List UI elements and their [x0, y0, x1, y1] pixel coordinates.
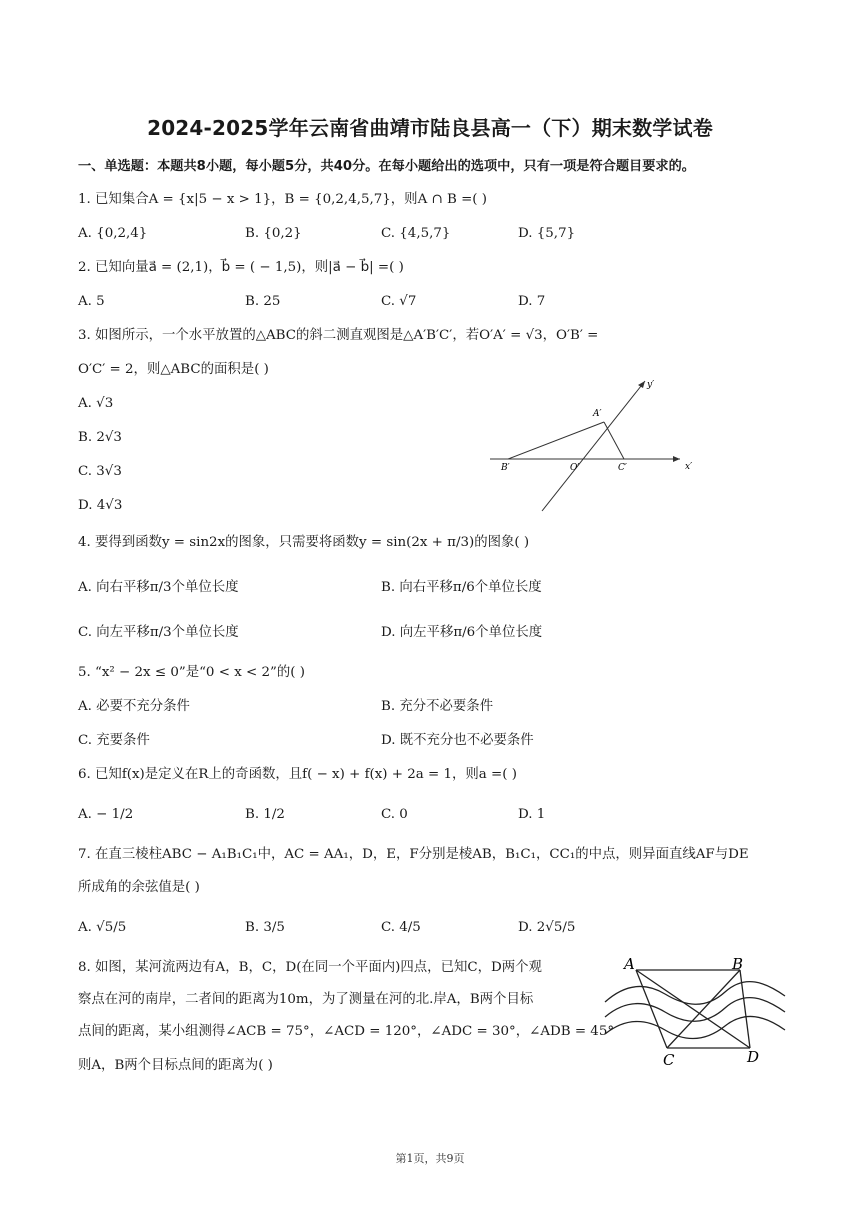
question-2-option-b: B. 25 [245, 294, 281, 309]
segment-a-c [604, 422, 624, 459]
page-title: 2024-2025学年云南省曲靖市陆良县高一（下）期末数学试卷 [147, 116, 713, 140]
question-4-option-c: C. 向左平移π/3个单位长度 [78, 625, 239, 640]
question-6-stem: 6. 已知f(x)是定义在R上的奇函数，且f( − x) + f(x) + 2a = 1，则a =( ) [78, 767, 517, 782]
question-6-option-c: C. 0 [381, 807, 408, 822]
page-footer: 第1页，共9页 [395, 1152, 465, 1165]
label-b-prime: B′ [501, 463, 510, 473]
question-1-option-a: A. {0,2,4} [78, 226, 148, 241]
question-4-option-a: A. 向右平移π/3个单位长度 [78, 580, 239, 595]
label-a-prime: A′ [593, 409, 602, 419]
label-y-prime: y′ [647, 380, 655, 390]
question-8-line1: 8. 如图，某河流两边有A，B，C，D(在同一个平面内)四点，已知C，D两个观 [78, 960, 542, 975]
question-7-stem-line1: 7. 在直三棱柱ABC − A₁B₁C₁中，AC = AA₁，D，E，F分别是棱AB，B₁C₁，CC₁的中点，则异面直线AF与DE [78, 847, 749, 862]
x-axis-arrow [673, 456, 680, 462]
question-6-option-b: B. 1/2 [245, 807, 285, 822]
question-4-option-b: B. 向右平移π/6个单位长度 [381, 580, 542, 595]
river-wave-1 [605, 982, 785, 1005]
question-1-option-b: B. {0,2} [245, 226, 302, 241]
question-7-option-b: B. 3/5 [245, 920, 285, 935]
label-x-prime: x′ [685, 462, 693, 472]
label-a: A [624, 955, 635, 973]
question-3-stem-line2: O′C′ = 2，则△ABC的面积是( ) [78, 362, 269, 377]
question-3-stem-line1: 3. 如图所示，一个水平放置的△ABC的斜二测直观图是△A′B′C′，若O′A′ = √3，O′B′ = [78, 328, 599, 343]
river-wave-3 [605, 1016, 785, 1038]
label-d: D [747, 1048, 760, 1066]
question-8-line4: 则A，B两个目标点间的距离为( ) [78, 1058, 273, 1073]
question-7-option-d: D. 2√5/5 [518, 920, 576, 935]
question-4-stem: 4. 要得到函数y = sin2x的图象，只需要将函数y = sin(2x + π/3)的图象( ) [78, 535, 530, 550]
label-c-prime: C′ [618, 463, 627, 473]
question-7-stem-line2: 所成角的余弦值是( ) [78, 880, 200, 895]
label-c: C [663, 1051, 675, 1069]
question-2-option-d: D. 7 [518, 294, 546, 309]
label-b: B [732, 955, 744, 973]
question-5-option-a: A. 必要不充分条件 [78, 699, 190, 714]
question-8-line3: 点间的距离，某小组测得∠ACB = 75°，∠ACD = 120°，∠ADC = 30°，∠ADB = 45° [78, 1024, 615, 1039]
question-3-option-c: C. 3√3 [78, 464, 122, 479]
question-8-line2: 察点在河的南岸，二者间的距离为10m，为了测量在河的北.岸A，B两个目标 [78, 992, 534, 1007]
question-5-option-c: C. 充要条件 [78, 733, 150, 748]
river-figure [600, 952, 790, 1068]
question-7-option-a: A. √5/5 [78, 920, 127, 935]
question-5-stem: 5. “x² − 2x ≤ 0”是“0 < x < 2”的( ) [78, 665, 305, 680]
question-7-option-c: C. 4/5 [381, 920, 421, 935]
section-heading: 一、单选题：本题共8小题，每小题5分，共40分。在每小题给出的选项中，只有一项是符合题目要求的。 [78, 159, 695, 174]
segment-a-d [636, 970, 750, 1048]
label-o-prime: O′ [570, 463, 580, 473]
question-1-option-c: C. {4,5,7} [381, 226, 451, 241]
y-axis-line [542, 381, 645, 511]
y-axis-arrow [638, 381, 645, 388]
question-2-option-c: C. √7 [381, 294, 417, 309]
question-5-option-d: D. 既不充分也不必要条件 [381, 733, 534, 748]
segment-b-c [667, 970, 740, 1048]
oblique-projection-figure [490, 375, 710, 515]
segment-a-c [636, 970, 667, 1048]
question-4-option-d: D. 向左平移π/6个单位长度 [381, 625, 543, 640]
question-6-option-a: A. − 1/2 [78, 807, 134, 822]
question-3-option-d: D. 4√3 [78, 498, 123, 513]
question-1-option-d: D. {5,7} [518, 226, 576, 241]
question-2-option-a: A. 5 [78, 294, 105, 309]
question-6-option-d: D. 1 [518, 807, 546, 822]
question-3-option-b: B. 2√3 [78, 430, 122, 445]
question-2-stem: 2. 已知向量a⃗ = (2,1)，b⃗ = ( − 1,5)，则|a⃗ − b⃗| =( ) [78, 260, 404, 275]
question-3-option-a: A. √3 [78, 396, 114, 411]
question-1-stem: 1. 已知集合A = {x|5 − x > 1}，B = {0,2,4,5,7}，则A ∩ B =( ) [78, 192, 487, 207]
question-5-option-b: B. 充分不必要条件 [381, 699, 494, 714]
segment-b-a [508, 422, 604, 459]
